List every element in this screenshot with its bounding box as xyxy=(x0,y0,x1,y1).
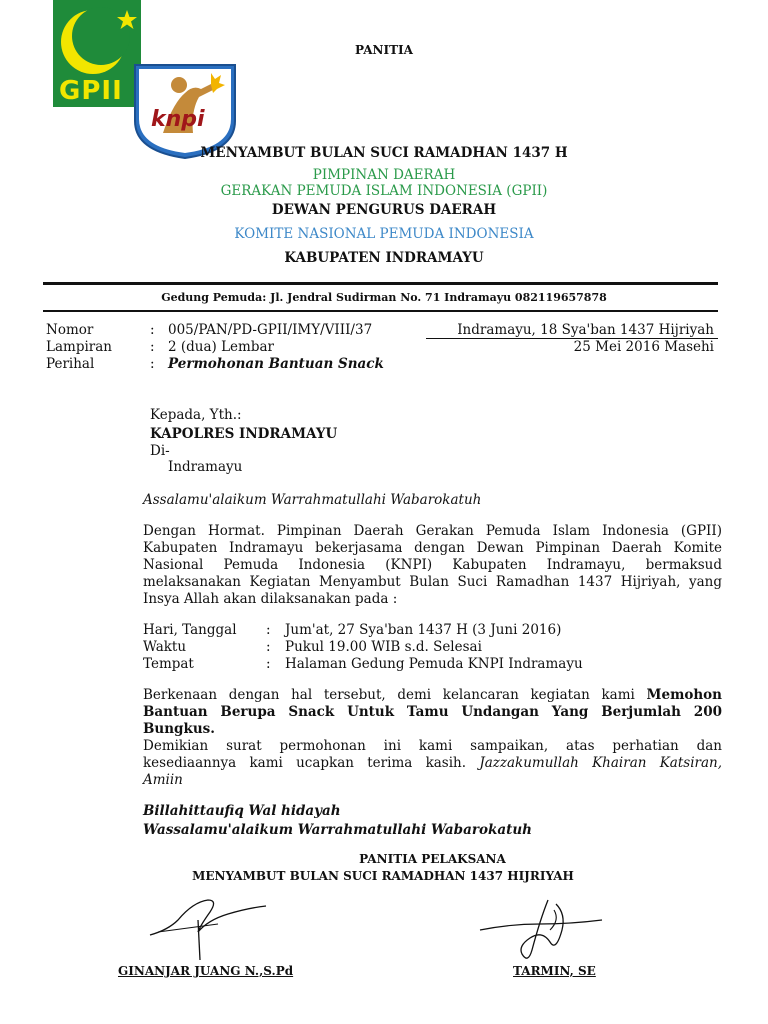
detail-colon: : xyxy=(266,622,271,638)
event-title: MENYAMBUT BULAN SUCI RAMADHAN 1437 H xyxy=(200,145,568,161)
detail-label: Tempat xyxy=(143,656,194,672)
address-line: Gedung Pemuda: Jl. Jendral Sudirman No. 71 Indramayu 082119657878 xyxy=(161,291,607,304)
left-signature xyxy=(138,890,288,960)
closing-italic: Jazzakumullah Khairan Katsiran, xyxy=(479,755,723,771)
dewan-pengurus: DEWAN PENGURUS DAERAH xyxy=(271,202,497,218)
date-masehi: 25 Mei 2016 Masehi xyxy=(573,339,714,355)
billahittaufiq: Billahittaufiq Wal hidayah xyxy=(143,803,341,819)
paragraph-line: Insya Allah akan dilaksanakan pada : xyxy=(143,591,398,607)
recipient-di: Di- xyxy=(150,443,170,459)
nomor-value: 005/PAN/PD-GPII/IMY/VIII/37 xyxy=(168,322,373,338)
lampiran-value: 2 (dua) Lembar xyxy=(168,339,274,355)
lampiran-label: Lampiran xyxy=(46,339,112,355)
perihal-colon: : xyxy=(150,356,155,372)
left-signatory-name: GINANJAR JUANG N.,S.Pd xyxy=(118,964,294,978)
recipient-place: Indramayu xyxy=(168,459,243,475)
lampiran-colon: : xyxy=(150,339,155,355)
detail-value: Pukul 19.00 WIB s.d. Selesai xyxy=(285,639,482,655)
closing-plain: kesediaannya kami ucapkan terima kasih. xyxy=(143,755,467,771)
detail-label: Waktu xyxy=(143,639,187,655)
perihal-label: Perihal xyxy=(46,356,95,372)
right-signatory-name: TARMIN, SE xyxy=(513,964,596,978)
request-bold-start: Memohon xyxy=(646,687,722,703)
paragraph-line: Dengan Hormat. Pimpinan Daerah Gerakan Pemuda Islam Indonesia (GPII) xyxy=(143,523,722,539)
paragraph-intro xyxy=(143,523,722,608)
wassalamu: Wassalamu'alaikum Warrahmatullahi Wabarokatuh xyxy=(143,822,532,838)
knpi-name: KOMITE NASIONAL PEMUDA INDONESIA xyxy=(234,226,534,242)
paragraph-closing xyxy=(143,738,722,789)
header-top-rule xyxy=(43,282,718,285)
pimpinan-daerah: PIMPINAN DAERAH xyxy=(312,167,456,183)
gpii-name: GERAKAN PEMUDA ISLAM INDONESIA (GPII) xyxy=(220,183,548,199)
perihal-value: Permohonan Bantuan Snack xyxy=(168,356,384,372)
right-signature xyxy=(470,890,610,970)
header-bottom-rule xyxy=(43,310,718,312)
sig-title-2: MENYAMBUT BULAN SUCI RAMADHAN 1437 HIJRIYAH xyxy=(192,869,574,883)
sig-title-1: PANITIA PELAKSANA xyxy=(359,852,506,866)
date-hijri: Indramayu, 18 Sya'ban 1437 Hijriyah xyxy=(457,322,714,338)
paragraph-line: Demikian surat permohonan ini kami sampaikan, atas perhatian dan xyxy=(143,738,722,754)
paragraph-request xyxy=(143,687,722,738)
detail-colon: : xyxy=(266,639,271,655)
detail-label: Hari, Tanggal xyxy=(143,622,237,638)
kepada: Kepada, Yth.: xyxy=(150,407,242,423)
panitia-heading: PANITIA xyxy=(355,43,413,57)
greeting: Assalamu'alaikum Warrahmatullahi Wabarokatuh xyxy=(143,492,482,508)
request-plain: Berkenaan dengan hal tersebut, demi kelancaran kegiatan kami xyxy=(143,687,635,703)
kabupaten: KABUPATEN INDRAMAYU xyxy=(284,250,484,266)
detail-value: Jum'at, 27 Sya'ban 1437 H (3 Juni 2016) xyxy=(285,622,562,638)
request-bold-line: Bantuan Berupa Snack Untuk Tamu Undangan Yang Berjumlah 200 Bungkus. xyxy=(143,704,722,737)
paragraph-line xyxy=(143,687,722,704)
closing-amiin: Amiin xyxy=(143,772,183,788)
paragraph-line: Nasional Pemuda Indonesia (KNPI) Kabupaten Indramayu, bermaksud xyxy=(143,557,722,573)
paragraph-line: melaksanakan Kegiatan Menyambut Bulan Suci Ramadhan 1437 Hijriyah, yang xyxy=(143,574,722,590)
detail-colon: : xyxy=(266,656,271,672)
detail-value: Halaman Gedung Pemuda KNPI Indramayu xyxy=(285,656,583,672)
nomor-colon: : xyxy=(150,322,155,338)
recipient-name: KAPOLRES INDRAMAYU xyxy=(150,426,338,442)
paragraph-line: Kabupaten Indramayu bekerjasama dengan Dewan Pimpinan Daerah Komite xyxy=(143,540,722,556)
nomor-label: Nomor xyxy=(46,322,94,338)
gpii-logo-text: GPII xyxy=(59,76,123,106)
paragraph-line xyxy=(143,755,722,772)
knpi-logo-text: knpi xyxy=(151,107,205,132)
